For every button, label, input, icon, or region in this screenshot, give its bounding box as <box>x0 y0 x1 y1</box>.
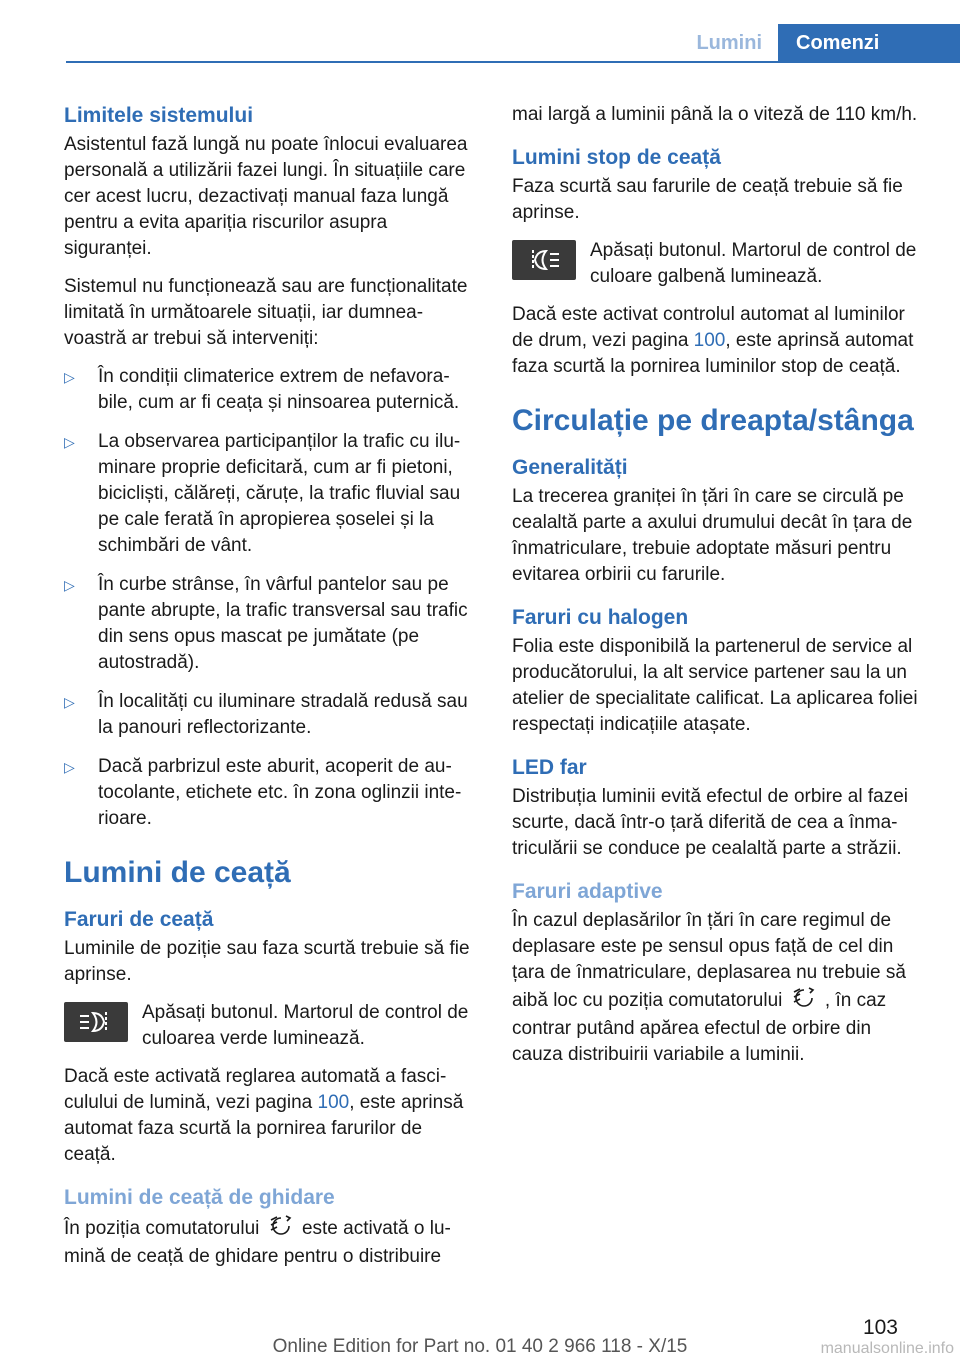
tab-comenzi[interactable]: Comenzi <box>778 24 960 62</box>
left-column <box>64 102 478 1282</box>
page-link-100[interactable]: 100 <box>317 1092 350 1113</box>
header-tabs <box>680 24 960 62</box>
fog-front-button-row <box>64 1000 478 1052</box>
rear-fog-light-button-icon <box>512 240 576 280</box>
general-heading: Generalități <box>512 456 628 479</box>
led-paragraph: Distribuția luminii evită efectul de orbire al fazei scurte, dacă într-o țară diferită de cea a înmatriculării se conduce pe cealaltă parte a străzii. <box>512 786 909 859</box>
list-item: ▷ În curbe strânse, în vârful pantelor sau pe pante abrupte, la trafic transversal sau trafic din sens opus mascat pe jumătate (pe autostradă). <box>64 574 468 673</box>
triangle-bullet-icon: ▷ <box>64 694 75 710</box>
traffic-side-heading: Circulație pe dreapta/stânga <box>512 404 914 437</box>
adaptive-heading: Faruri adaptive <box>512 880 663 903</box>
fog-front-paragraph-1: Luminile de poziție sau faza scurtă trebuie să fie aprinse. <box>64 938 470 985</box>
limits-heading: Limitele sistemului <box>64 104 254 127</box>
halogen-heading: Faruri cu halogen <box>512 606 689 629</box>
header-rule <box>66 61 960 63</box>
page-link-100[interactable]: 100 <box>693 330 726 351</box>
right-column <box>512 102 926 1080</box>
triangle-bullet-icon: ▷ <box>64 759 75 775</box>
fog-front-button-text: Apăsați butonul. Martorul de control de culoarea verde luminează. <box>142 1002 469 1049</box>
list-item: ▷ La observarea participanților la trafic cu iluminare proprie deficitară, cum ar fi pietoni, bicicliști, călăreți, căruțe, la trafic fluvial sau pe cale ferată în apropierea șoselei și la schimbări de vânt. <box>64 431 461 556</box>
limits-paragraph-2: Sistemul nu funcționează sau are funcționalitate limitată în următoarele situații, iar dumneavoastră ar trebui să interveniți: <box>64 276 468 349</box>
adaptive-light-switch-icon <box>792 986 816 1016</box>
front-fog-light-button-icon <box>64 1002 128 1042</box>
list-item: ▷ În condiții climaterice extrem de nefavorabile, cum ar fi ceața și ninsoarea puternică. <box>64 366 460 413</box>
triangle-bullet-icon: ▷ <box>64 434 75 450</box>
rear-fog-button-text: Apăsați butonul. Martorul de control de culoare galbenă luminează. <box>590 240 917 287</box>
list-item: ▷ În localități cu iluminare stradală redusă sau la panouri reflectorizante. <box>64 691 468 738</box>
rear-fog-heading: Lumini stop de ceață <box>512 146 721 169</box>
adaptive-paragraph: În cazul deplasărilor în țări în care regimul de deplasare este pe sensul opus față de cel din țara de înmatriculare, deplasarea nu trebuie să aibă loc cu poziția comutatorului , în caz contrar putând apărea efectul de orbire din cauza distribuirii variabile a luminii. <box>512 910 906 1065</box>
guide-fog-continuation: mai largă a luminii până la o viteză de 110 km/h. <box>512 104 918 125</box>
limits-paragraph-1: Asistentul fază lungă nu poate înlocui evaluarea personală a utilizării fazei lungi. În situațiile care cer acest lucru, dezactivați manual faza lungă pentru a evita apariția riscurilor asupra siguranței. <box>64 134 468 259</box>
rear-fog-paragraph-2: Dacă este activat controlul automat al luminilor de drum, vezi pagina 100, este aprinsă automat faza scurtă la pornirea luminilor stop de ceață. <box>512 304 914 377</box>
fog-heading: Lumini de ceață <box>64 856 291 889</box>
edition-footer: Online Edition for Part no. 01 40 2 966 118 - X/15 <box>272 1336 688 1357</box>
guide-fog-paragraph: În poziția comutatorului este activată o lumină de ceață de ghidare pentru o distribuire <box>64 1214 478 1270</box>
limits-list <box>64 364 478 832</box>
list-item: ▷ Dacă parbrizul este aburit, acoperit de autocolante, etichete etc. în zona oglinzii interioare. <box>64 756 462 829</box>
guide-fog-heading: Lumini de ceață de ghidare <box>64 1186 335 1209</box>
tab-lumini[interactable]: Lumini <box>680 24 778 62</box>
rear-fog-paragraph-1: Faza scurtă sau farurile de ceață trebuie să fie aprinse. <box>512 176 903 223</box>
triangle-bullet-icon: ▷ <box>64 577 75 593</box>
triangle-bullet-icon: ▷ <box>64 369 75 385</box>
page-number: 103 <box>862 1316 898 1339</box>
general-paragraph: La trecerea graniței în țări în care se circulă pe cealaltă parte a axului drumului decât în țara de înmatriculare, trebuie adoptate măsuri pentru evitarea orbirii cu farurile. <box>512 486 913 585</box>
halogen-paragraph: Folia este disponibilă la partenerul de service al producătorului, la alt service partener sau la un atelier de specialitate calificat. La aplicarea foliei respectați indicațiile atașate. <box>512 636 918 735</box>
fog-front-paragraph-2: Dacă este activată reglarea automată a fasciculului de lumină, vezi pagina 100, este aprinsă automat faza scurtă la pornirea farurilor de ceață. <box>64 1066 464 1165</box>
adaptive-light-switch-icon <box>269 1214 293 1244</box>
watermark: manualsonline.info <box>820 1340 954 1357</box>
rear-fog-button-row <box>512 238 926 290</box>
fog-front-heading: Faruri de ceață <box>64 908 214 931</box>
led-heading: LED far <box>512 756 587 779</box>
